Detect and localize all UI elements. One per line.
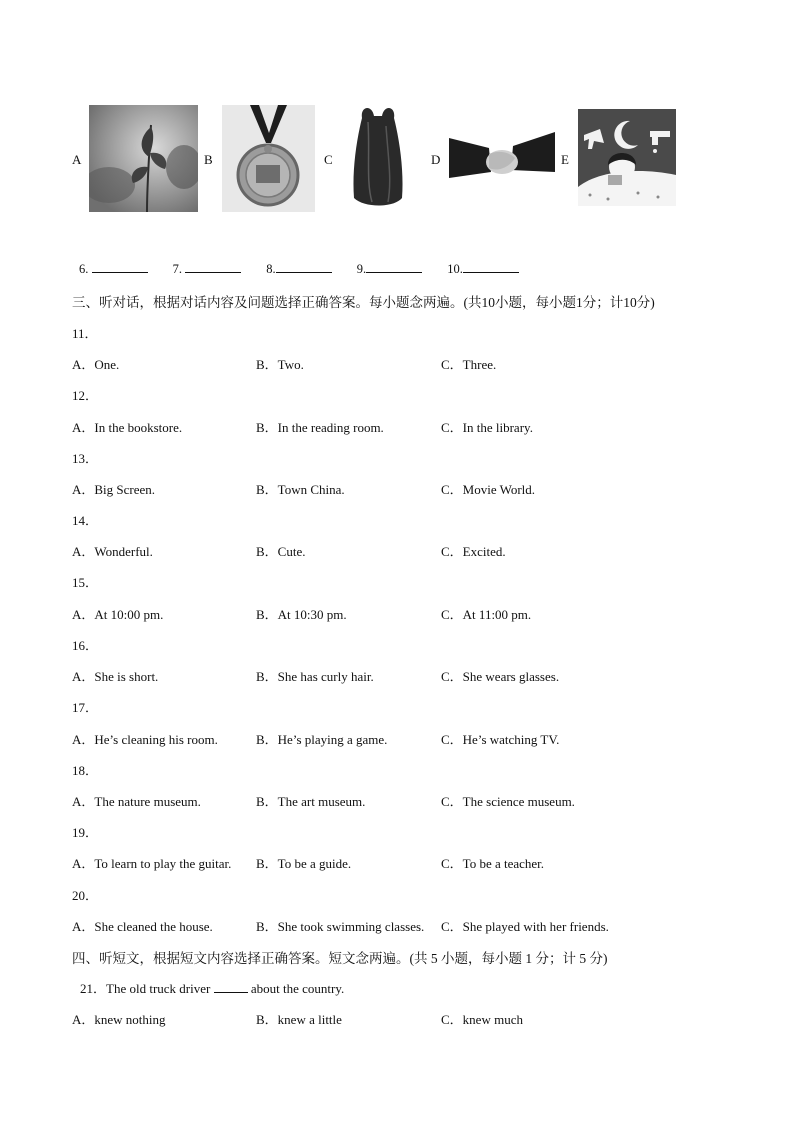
picture-letter-a: A (72, 152, 82, 167)
question-12-option-c[interactable]: C．In the library. (441, 420, 533, 435)
question-13-option-b[interactable]: B．Town China. (256, 482, 345, 497)
question-12-option-a[interactable]: A．In the bookstore. (72, 420, 183, 435)
question-14-number: 14． (72, 513, 99, 528)
picture-letter-e: E (561, 152, 569, 167)
question-13-number: 13． (72, 451, 99, 466)
picture-row (72, 102, 692, 214)
question-16-number: 16． (72, 638, 99, 653)
question-19-option-b[interactable]: B．To be a guide. (256, 856, 352, 871)
question-16-option-a[interactable]: A．She is short. (72, 669, 159, 684)
question-15-option-c[interactable]: C．At 11:00 pm. (441, 607, 532, 622)
tea-sprout-photo (89, 105, 198, 212)
question-17-option-c[interactable]: C．He’s watching TV. (441, 732, 560, 747)
question-17-option-a[interactable]: A．He’s cleaning his room. (72, 732, 218, 747)
question-15-number: 15． (72, 575, 99, 590)
picture-letter-b: B (204, 152, 213, 167)
question-19-option-c[interactable]: C．To be a teacher. (441, 856, 545, 871)
question-20-option-a[interactable]: A．She cleaned the house. (72, 919, 213, 934)
blank-7[interactable]: 7. (173, 261, 242, 277)
plastic-bag-photo (348, 102, 408, 212)
blank-6[interactable]: 6. (79, 261, 148, 277)
question-16-option-b[interactable]: B．She has curly hair. (256, 669, 374, 684)
question-20-number: 20． (72, 888, 99, 903)
question-17-number: 17． (72, 700, 99, 715)
picture-letter-c: C (324, 152, 333, 167)
question-12-number: 12． (72, 388, 99, 403)
sleeping-girl-night-illustration (578, 109, 676, 206)
question-18-number: 18． (72, 763, 99, 778)
picture-letter-d: D (431, 152, 441, 167)
question-18-option-a[interactable]: A．The nature museum. (72, 794, 201, 809)
question-21-number: 21． (80, 981, 107, 996)
question-20-option-c[interactable]: C．She played with her friends. (441, 919, 609, 934)
question-14-option-a[interactable]: A．Wonderful. (72, 544, 153, 559)
question-14-option-b[interactable]: B．Cute. (256, 544, 306, 559)
question-11-option-b[interactable]: B．Two. (256, 357, 304, 372)
medal-photo (222, 105, 315, 212)
question-21-option-a[interactable]: A．knew nothing (72, 1012, 166, 1027)
question-14-option-c[interactable]: C．Excited. (441, 544, 506, 559)
question-15-option-a[interactable]: A．At 10:00 pm. (72, 607, 164, 622)
section-4-title: 四、听短文，根据短文内容选择正确答案。短文念两遍。(共 5 小题，每小题 1 分；计 5 分) (72, 951, 608, 966)
question-12-option-b[interactable]: B．In the reading room. (256, 420, 384, 435)
question-13-option-c[interactable]: C．Movie World. (441, 482, 536, 497)
blank-9[interactable]: 9. (357, 261, 422, 277)
section-3-title: 三、听对话，根据对话内容及问题选择正确答案。每小题念两遍。(共10小题，每小题1分；计10分) (72, 295, 655, 310)
question-18-option-c[interactable]: C．The science museum. (441, 794, 575, 809)
question-19-number: 19． (72, 825, 99, 840)
question-11-option-a[interactable]: A．One. (72, 357, 120, 372)
question-11-option-c[interactable]: C．Three. (441, 357, 497, 372)
handshake-photo (449, 128, 555, 194)
question-13-option-a[interactable]: A．Big Screen. (72, 482, 156, 497)
question-15-option-b[interactable]: B．At 10:30 pm. (256, 607, 347, 622)
answer-blanks-6-10 (79, 261, 519, 277)
question-16-option-c[interactable]: C．She wears glasses. (441, 669, 560, 684)
blank-8[interactable]: 8. (266, 261, 331, 277)
question-11-number: 11． (72, 326, 98, 341)
question-17-option-b[interactable]: B．He’s playing a game. (256, 732, 388, 747)
question-21-stem: 21．The old truck driver about the country. (80, 981, 345, 996)
question-21-option-b[interactable]: B．knew a little (256, 1012, 342, 1027)
question-20-option-b[interactable]: B．She took swimming classes. (256, 919, 425, 934)
question-18-option-b[interactable]: B．The art museum. (256, 794, 366, 809)
question-19-option-a[interactable]: A．To learn to play the guitar. (72, 856, 232, 871)
question-21-blank[interactable] (214, 981, 248, 993)
question-21-option-c[interactable]: C．knew much (441, 1012, 523, 1027)
blank-10[interactable]: 10. (447, 261, 519, 277)
